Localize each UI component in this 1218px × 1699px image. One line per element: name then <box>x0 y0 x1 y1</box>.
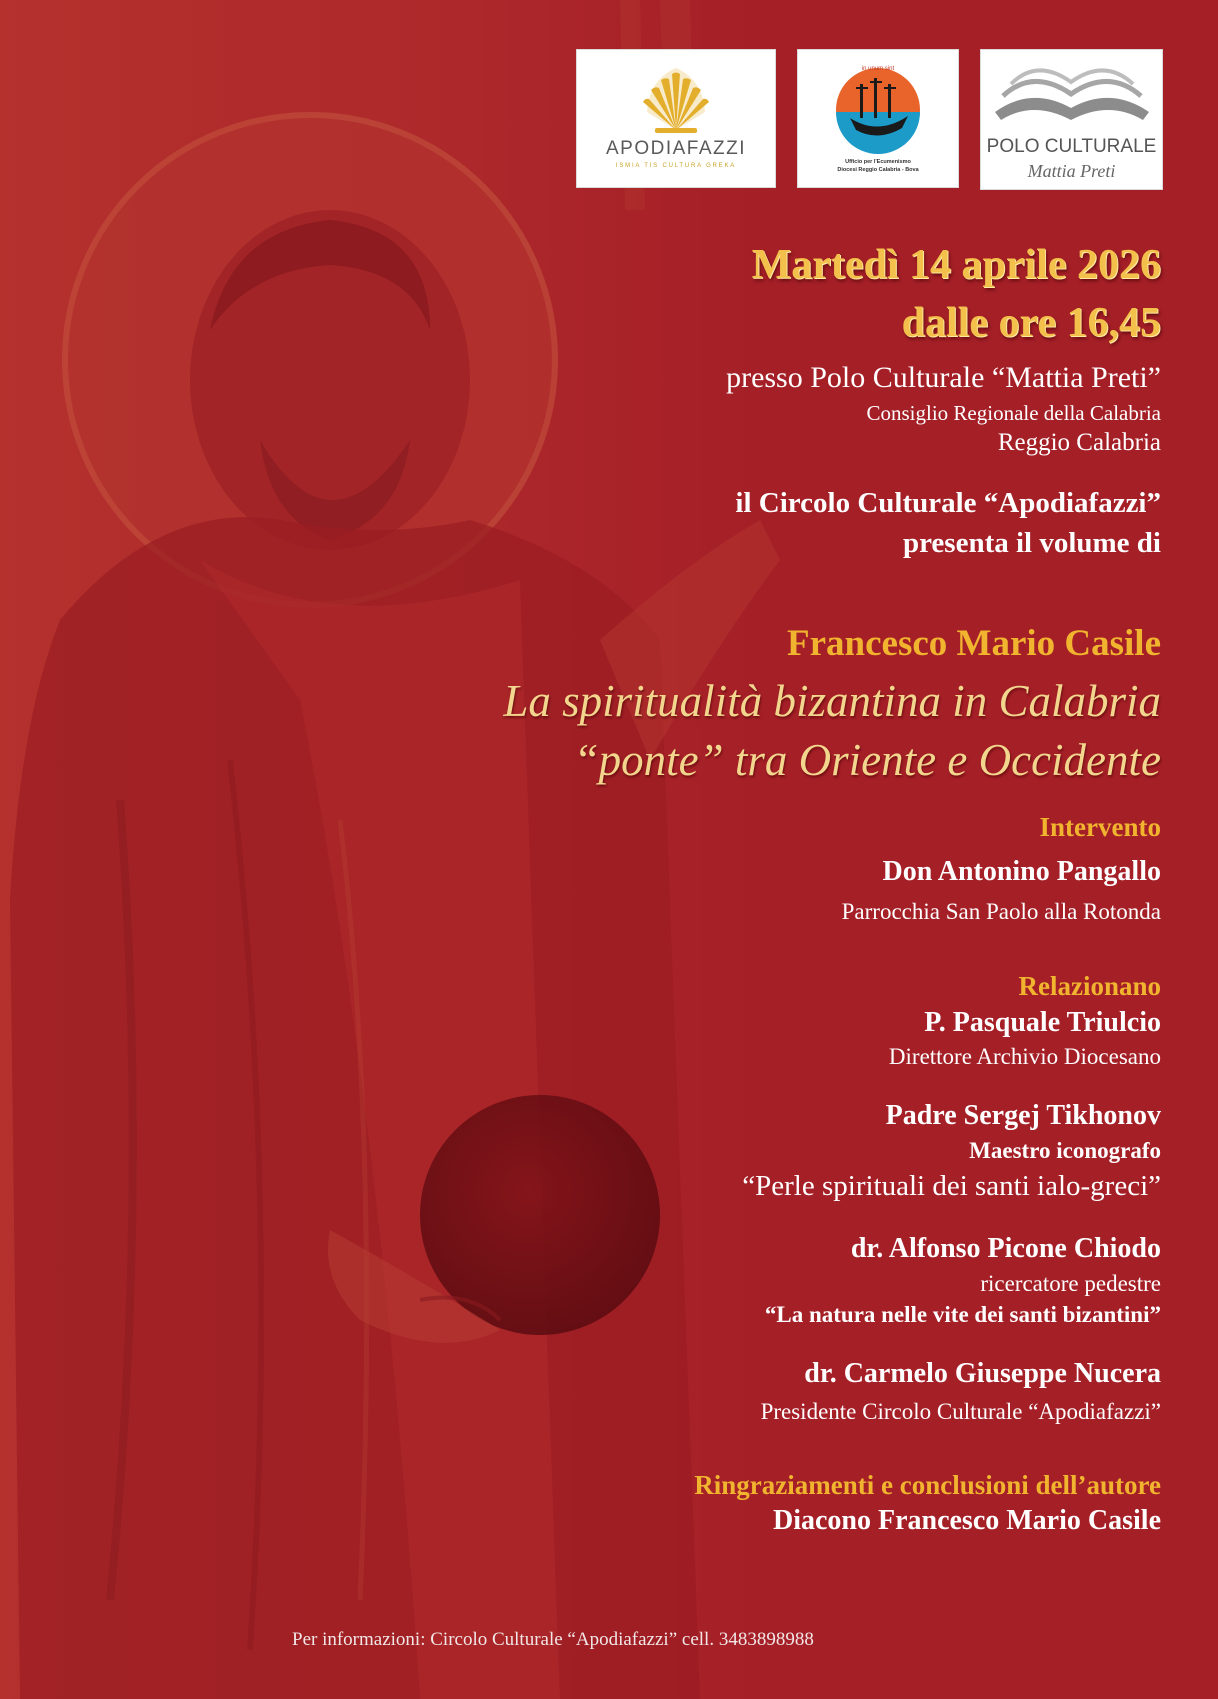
contact-footer: Per informazioni: Circolo Culturale “Apodiafazzi” cell. 3483898988 <box>292 1629 814 1650</box>
speaker-role: Direttore Archivio Diocesano <box>888 1044 1161 1069</box>
speaker-role: Presidente Circolo Culturale “Apodiafazzi” <box>760 1399 1161 1424</box>
presents-line: presenta il volume di <box>902 527 1161 559</box>
speaker-name: dr. Carmelo Giuseppe Nucera <box>804 1358 1161 1389</box>
closing-heading: Ringraziamenti e conclusioni dell’autore <box>694 1470 1161 1500</box>
closing-name: Diacono Francesco Mario Casile <box>772 1505 1161 1536</box>
speaker-topic: “Perle spirituali dei santi ialo-greci” <box>742 1170 1161 1202</box>
speaker-role: ricercatore pedestre <box>980 1271 1161 1296</box>
intervento-heading: Intervento <box>1039 812 1161 842</box>
book-author: Francesco Mario Casile <box>787 623 1161 664</box>
relazionano-heading: Relazionano <box>1018 971 1161 1001</box>
speaker-name: Padre Sergej Tikhonov <box>885 1100 1161 1131</box>
ecumenismo-logo-badge: in unum sint <box>861 66 895 72</box>
ecumenismo-logo <box>797 49 959 188</box>
apodiafazzi-logo <box>576 49 776 188</box>
event-venue-org: Consiglio Regionale della Calabria <box>866 401 1161 425</box>
speaker-role: Maestro iconografo <box>969 1138 1161 1163</box>
event-date: Martedì 14 aprile 2026 <box>751 242 1161 288</box>
event-venue-city: Reggio Calabria <box>997 429 1161 456</box>
intervento-name: Don Antonino Pangallo <box>882 856 1161 887</box>
apodiafazzi-logo-name: APODIAFAZZI <box>605 138 747 159</box>
event-time: dalle ore 16,45 <box>901 300 1161 346</box>
event-venue: presso Polo Culturale “Mattia Preti” <box>726 361 1161 394</box>
polo-culturale-logo <box>980 49 1163 190</box>
speaker-name: P. Pasquale Triulcio <box>924 1007 1161 1038</box>
ecumenismo-logo-line1: Ufficio per l'Ecumenismo <box>845 159 911 165</box>
polo-culturale-logo-subtitle: Mattia Preti <box>1027 161 1116 181</box>
ecumenismo-logo-line2: Diocesi Reggio Calabria - Bova <box>837 167 919 173</box>
apodiafazzi-logo-motto: ISMIA TIS CULTURA GREKA <box>615 163 737 169</box>
polo-culturale-logo-name: POLO CULTURALE <box>986 136 1157 157</box>
intervento-role: Parrocchia San Paolo alla Rotonda <box>841 899 1161 924</box>
organizer-line: il Circolo Culturale “Apodiafazzi” <box>735 487 1161 519</box>
book-title-line2: “ponte” tra Oriente e Occidente <box>573 735 1161 785</box>
speaker-name: dr. Alfonso Picone Chiodo <box>850 1233 1161 1264</box>
book-title-line1: La spiritualità bizantina in Calabria <box>503 676 1161 726</box>
speaker-topic: “La natura nelle vite dei santi bizantini” <box>764 1302 1161 1327</box>
